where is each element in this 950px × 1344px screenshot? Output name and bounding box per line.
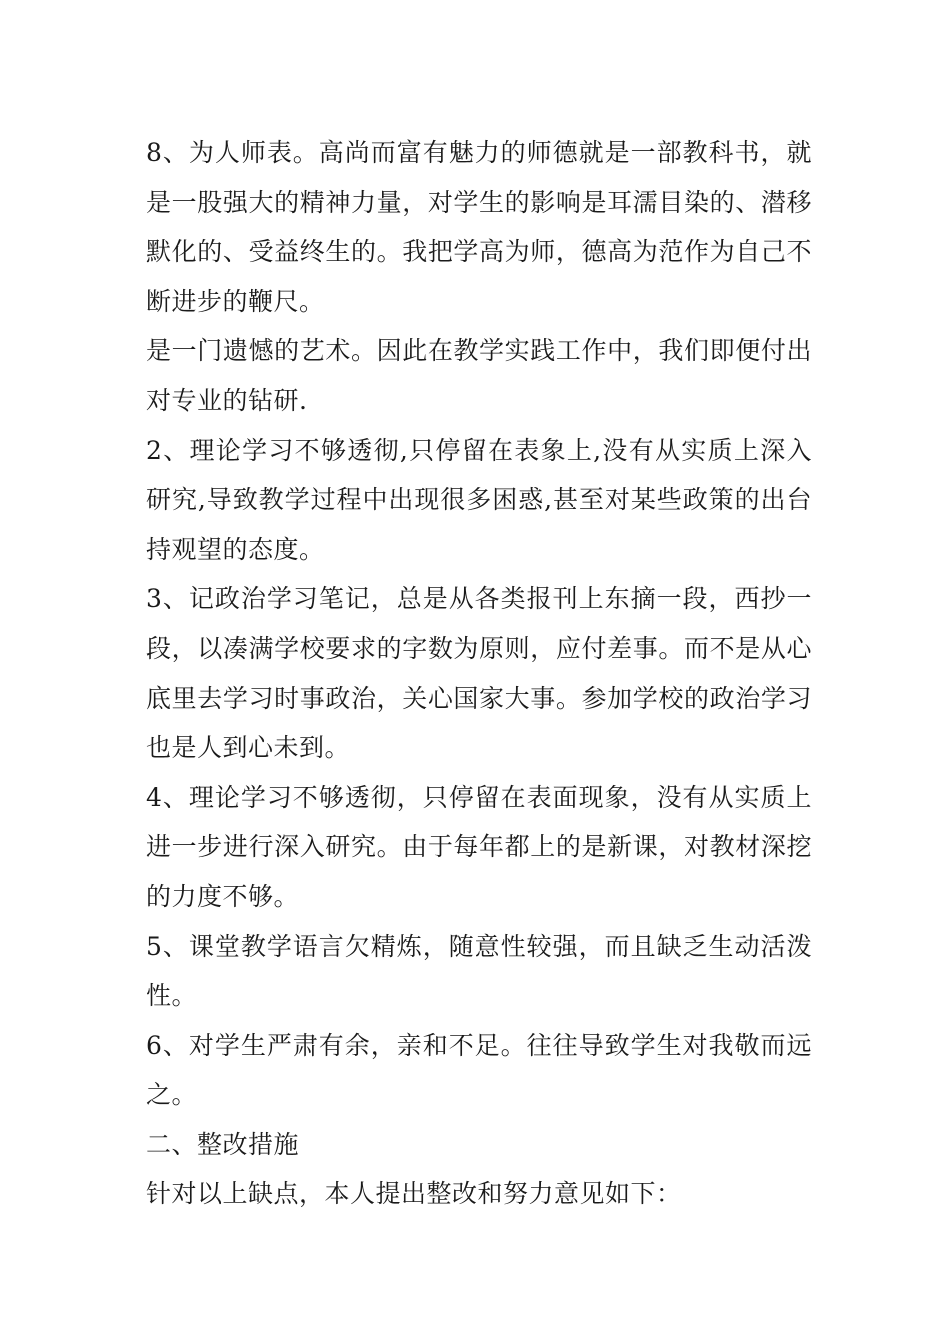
section-heading-rectification: 二、整改措施 <box>146 1129 300 1159</box>
paragraph-rectification-intro: 针对以上缺点，本人提出整改和努力意见如下： <box>146 1179 682 1209</box>
paragraph-item-4-theory-depth: 4、理论学习不够透彻，只停留在表面现象，没有从实质上进一步进行深入研究。由于每年都上的是新课，对教材深挖的力度不够。 <box>146 782 812 911</box>
document-body <box>146 128 812 1219</box>
paragraph-item-8-teacher-role-model: 8、为人师表。高尚而富有魅力的师德就是一部教科书，就是一股强大的精神力量，对学生的影响是耳濡目染的、潜移默化的、受益终生的。我把学高为师，德高为范作为自己不断进步的鞭尺。 <box>146 138 812 316</box>
paragraph-regret-art: 是一门遗憾的艺术。因此在教学实践工作中，我们即便付出对专业的钻研. <box>146 336 812 415</box>
paragraph-item-5-classroom-language: 5、课堂教学语言欠精炼，随意性较强，而且缺乏生动活泼性。 <box>146 931 812 1011</box>
paragraph-item-2-theory-study: 2、理论学习不够透彻,只停留在表象上,没有从实质上深入研究,导致教学过程中出现很多困惑,甚至对某些政策的出台持观望的态度。 <box>146 435 812 564</box>
paragraph-item-3-political-notes: 3、记政治学习笔记，总是从各类报刊上东摘一段，西抄一段，以凑满学校要求的字数为原则，应付差事。而不是从心底里去学习时事政治，关心国家大事。参加学校的政治学习也是人到心未到。 <box>146 584 812 763</box>
paragraph-item-6-student-relations: 6、对学生严肃有余，亲和不足。往往导致学生对我敬而远之。 <box>146 1030 812 1110</box>
